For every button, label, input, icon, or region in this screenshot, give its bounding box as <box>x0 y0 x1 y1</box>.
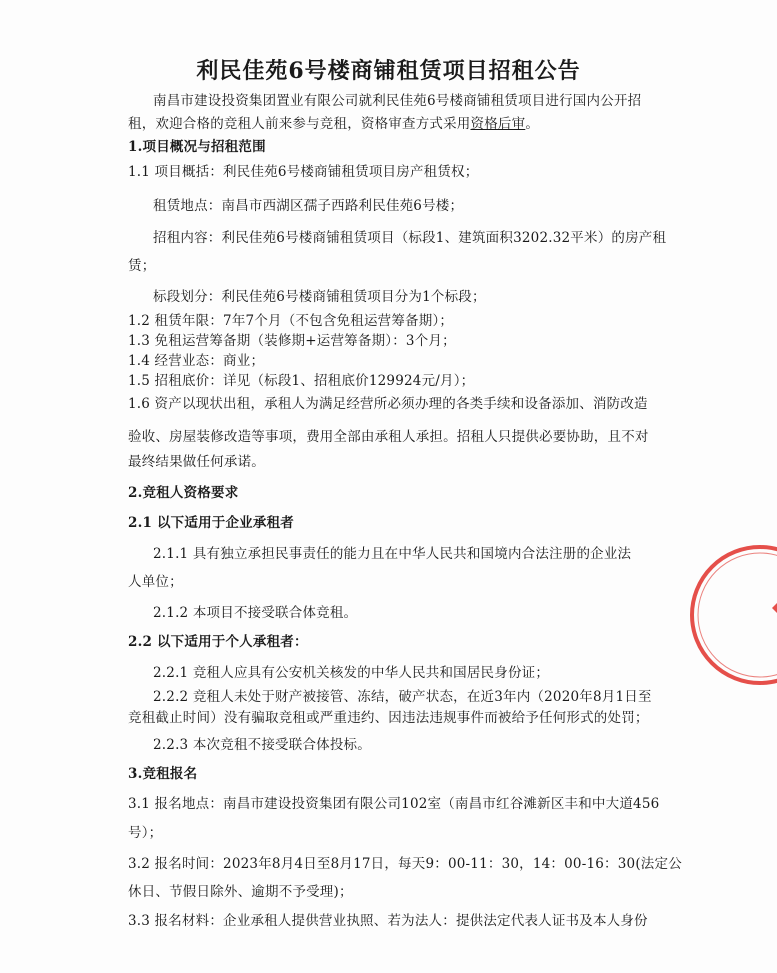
clause-2-2: 2.2 以下适用于个人承租者： <box>128 634 308 650</box>
clause-3-1: 3.1 报名地点：南昌市建设投资集团有限公司102室（南昌市红谷滩新区丰和中大道456 <box>128 796 660 812</box>
clause-2-1-2: 2.1.2 本项目不接受联合体竞租。 <box>153 605 358 621</box>
clause-2-2-1: 2.2.1 竞租人应具有公安机关核发的中华人民共和国居民身份证； <box>153 665 550 681</box>
clause-3-2: 3.2 报名时间：2023年8月4日至8月17日，每天9：00-11：30，14：00-16：30(法定公 <box>128 856 682 872</box>
clause-3-2-cont: 休日、节假日除外、逾期不予受理)； <box>128 884 353 900</box>
clause-3-1-cont: 号）； <box>128 825 163 841</box>
page-title: 利民佳苑6号楼商铺租赁项目招租公告 <box>196 58 581 84</box>
section-heading-1: 1.项目概况与招租范围 <box>128 139 266 155</box>
clause-1-6-end: 最终结果做任何承诺。 <box>128 454 265 470</box>
clause-2-1-1-cont: 人单位； <box>128 574 183 590</box>
clause-content: 招租内容：利民佳苑6号楼商铺租赁项目（标段1、建筑面积3202.32平米）的房产租 <box>153 230 667 246</box>
section-heading-3: 3.竞租报名 <box>128 766 198 782</box>
review-method: 资格后审 <box>470 116 526 132</box>
intro-line-2 <box>128 115 539 133</box>
clause-content-cont: 赁； <box>128 258 156 274</box>
clause-1-1: 1.1 项目概括：利民佳苑6号楼商铺租赁项目房产租赁权； <box>128 164 479 180</box>
clause-lots: 标段划分：利民佳苑6号楼商铺租赁项目分为1个标段； <box>153 289 486 305</box>
clause-1-6: 1.6 资产以现状出租，承租人为满足经营所必须办理的各类手续和设备添加、消防改造 <box>128 396 648 412</box>
company-seal-stamp <box>680 540 777 690</box>
intro-period: 。 <box>525 116 540 132</box>
intro-line-1: 南昌市建设投资集团置业有限公司就利民佳苑6号楼商铺租赁项目进行国内公开招 <box>153 93 642 109</box>
clause-location: 租赁地点：南昌市西湖区孺子西路利民佳苑6号楼； <box>153 198 464 214</box>
intro-text: 租，欢迎合格的竞租人前来参与竞租，资格审查方式采用 <box>128 116 471 132</box>
clause-1-2: 1.2 租赁年限：7年7个月（不包含免租运营筹备期）； <box>128 313 454 329</box>
clause-1-4: 1.4 经营业态：商业； <box>128 353 265 369</box>
section-heading-2: 2.竞租人资格要求 <box>128 485 239 501</box>
clause-2-1: 2.1 以下适用于企业承租者 <box>128 515 294 531</box>
clause-2-2-2-cont: 竞租截止时间）没有骗取竞租或严重违约、因违法违规事件而被给予任何形式的处罚； <box>128 710 649 726</box>
clause-1-3: 1.3 免租运营筹备期（装修期+运营筹备期）：3个月； <box>128 333 456 349</box>
clause-1-5: 1.5 招租底价：详见（标段1、招租底价129924元/月）； <box>128 373 475 389</box>
clause-2-2-2: 2.2.2 竞租人未处于财产被接管、冻结，破产状态，在近3年内（2020年8月1日至 <box>153 689 652 705</box>
clause-1-6-cont: 验收、房屋装修改造等事项，费用全部由承租人承担。招租人只提供必要协助，且不对 <box>128 429 649 445</box>
clause-2-1-1: 2.1.1 具有独立承担民事责任的能力且在中华人民共和国境内合法注册的企业法 <box>153 546 632 562</box>
clause-3-3: 3.3 报名材料：企业承租人提供营业执照、若为法人：提供法定代表人证书及本人身份 <box>128 913 648 929</box>
clause-2-2-3: 2.2.3 本次竞租不接受联合体投标。 <box>153 737 371 753</box>
